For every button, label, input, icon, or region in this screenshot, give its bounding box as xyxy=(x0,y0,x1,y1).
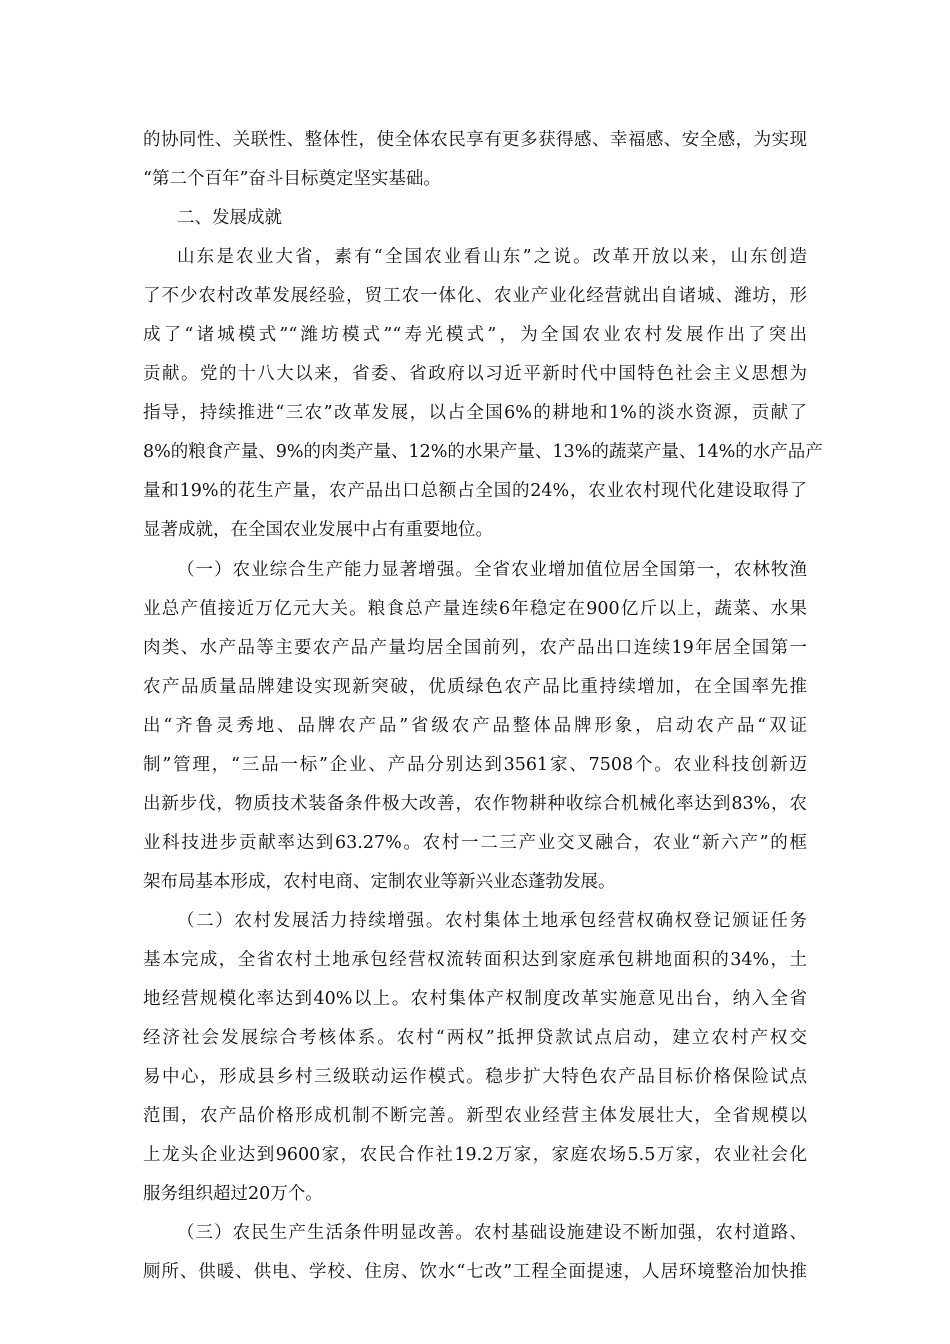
text-line: 业总产值接近万亿元大关。粮食总产量连续6年稳定在900亿斤以上，蔬菜、水果 xyxy=(143,599,807,619)
text-line: 量和19%的花生产量，农产品出口总额占全国的24%，农业农村现代化建设取得了 xyxy=(143,481,807,501)
text-line: 服务组织超过20万个。 xyxy=(143,1184,323,1204)
text-line: 架布局基本形成，农村电商、定制农业等新兴业态蓬勃发展。 xyxy=(143,872,616,892)
text-line: 基本完成，全省农村土地承包经营权流转面积达到家庭承包耕地面积的34%，土 xyxy=(143,950,807,970)
text-line: 出新步伐，物质技术装备条件极大改善，农作物耕种收综合机械化率达到83%，农 xyxy=(143,794,807,814)
text-line: 制”管理，“三品一标”企业、产品分别达到3561家、7508个。农业科技创新迈 xyxy=(143,755,807,775)
text-line: 成了“诸城模式”“潍坊模式”“寿光模式”，为全国农业农村发展作出了突出 xyxy=(143,325,807,345)
subsection-line: （二）农村发展活力持续增强。农村集体土地承包经营权确权登记颁证任务 xyxy=(177,911,807,931)
text-line: 山东是农业大省，素有“全国农业看山东”之说。改革开放以来，山东创造 xyxy=(177,247,807,267)
subsection-line: （一）农业综合生产能力显著增强。全省农业增加值位居全国第一，农林牧渔 xyxy=(177,560,807,580)
subsection-line: （三）农民生产生活条件明显改善。农村基础设施建设不断加强，农村道路、 xyxy=(177,1223,807,1243)
text-line: 贡献。党的十八大以来，省委、省政府以习近平新时代中国特色社会主义思想为 xyxy=(143,364,807,384)
text-line: 农产品质量品牌建设实现新突破，优质绿色农产品比重持续增加，在全国率先推 xyxy=(143,677,807,697)
text-line: 厕所、供暖、供电、学校、住房、饮水“七改”工程全面提速，人居环境整治加快推 xyxy=(143,1262,807,1282)
text-line: 易中心，形成县乡村三级联动运作模式。稳步扩大特色农产品目标价格保险试点 xyxy=(143,1067,807,1087)
text-line: 出“齐鲁灵秀地、品牌农产品”省级农产品整体品牌形象，启动农产品“双证 xyxy=(143,716,807,736)
text-line: 地经营规模化率达到40%以上。农村集体产权制度改革实施意见出台，纳入全省 xyxy=(143,989,807,1009)
text-line: 肉类、水产品等主要农产品产量均居全国前列，农产品出口连续19年居全国第一 xyxy=(143,638,807,658)
text-line: 经济社会发展综合考核体系。农村“两权”抵押贷款试点启动，建立农村产权交 xyxy=(143,1028,807,1048)
text-line: 上龙头企业达到9600家，农民合作社19.2万家，家庭农场5.5万家，农业社会化 xyxy=(143,1145,807,1165)
text-line: “第二个百年”奋斗目标奠定坚实基础。 xyxy=(143,169,441,189)
text-line: 显著成就，在全国农业发展中占有重要地位。 xyxy=(143,520,493,540)
text-line: 指导，持续推进“三农”改革发展，以占全国6%的耕地和1%的淡水资源，贡献了 xyxy=(143,403,807,423)
section-heading: 二、发展成就 xyxy=(177,208,282,228)
text-line: 8%的粮食产量、9%的肉类产量、12%的水果产量、13%的蔬菜产量、14%的水产品产 xyxy=(143,442,823,462)
text-line: 的协同性、关联性、整体性，使全体农民享有更多获得感、幸福感、安全感，为实现 xyxy=(143,130,807,150)
text-line: 了不少农村改革发展经验，贸工农一体化、农业产业化经营就出自诸城、潍坊，形 xyxy=(143,286,807,306)
text-line: 范围，农产品价格形成机制不断完善。新型农业经营主体发展壮大，全省规模以 xyxy=(143,1106,807,1126)
text-line: 业科技进步贡献率达到63.27%。农村一二三产业交叉融合，农业“新六产”的框 xyxy=(143,833,807,853)
